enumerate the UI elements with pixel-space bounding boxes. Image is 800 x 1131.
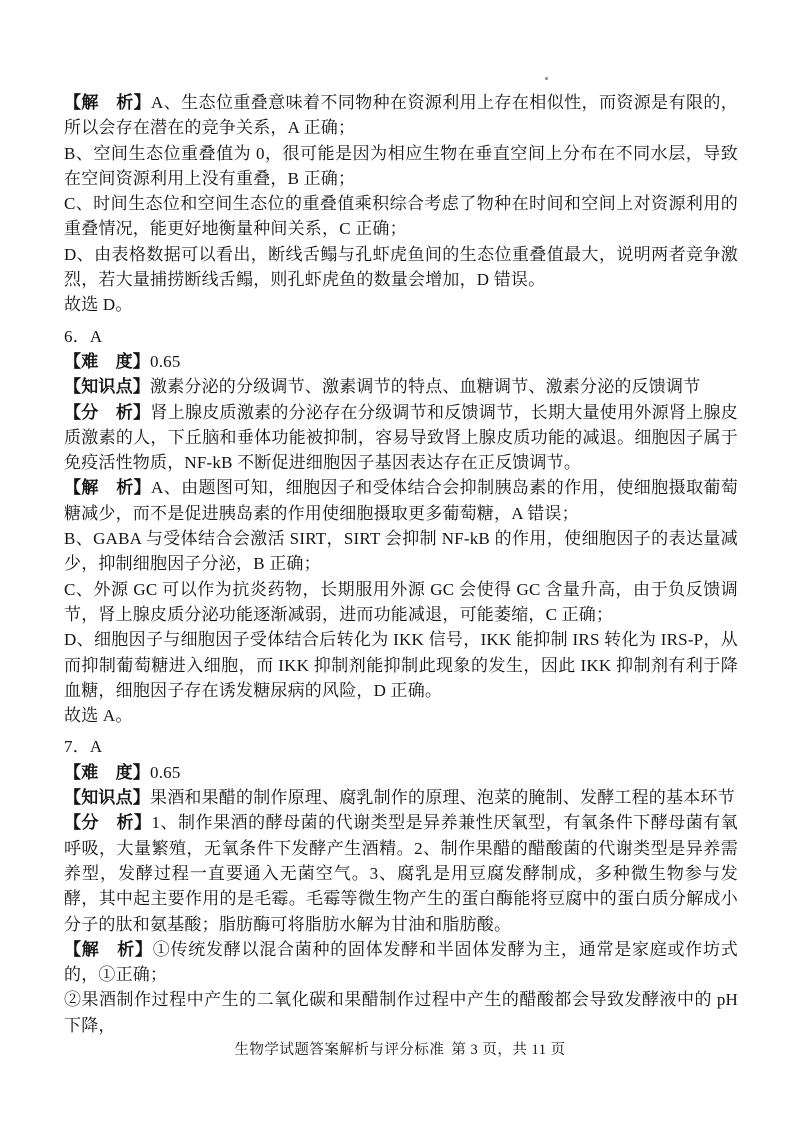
section-label: 【知识点】: [64, 788, 150, 808]
paragraph-text: B、GABA 与受体结合会激活 SIRT，SIRT 会抑制 NF-kB 的作用，使细胞因子的表达量减少，抑制细胞因子分泌，B 正确；: [64, 529, 738, 574]
body-paragraph: [64, 90, 738, 141]
paragraph-text: 激素分泌的分级调节、激素调节的特点、血糖调节、激素分泌的反馈调节: [150, 377, 701, 397]
paragraph-text: A、生态位重叠意味着不同物种在资源利用上存在相似性，而资源是有限的，所以会存在潜在的竞争关系，A 正确；: [64, 93, 739, 138]
body-paragraph: [64, 141, 738, 192]
body-paragraph: [64, 703, 738, 728]
paragraph-text: 果酒和果醋的制作原理、腐乳制作的原理、泡菜的腌制、发酵工程的基本环节: [150, 788, 735, 808]
body-paragraph: [64, 577, 738, 628]
body-paragraph: [64, 785, 738, 810]
section-label: 【解 析】: [64, 93, 152, 112]
body-paragraph: [64, 810, 738, 936]
body-paragraph: [64, 191, 738, 242]
body-paragraph: [64, 400, 738, 476]
question-answer-heading: [64, 324, 738, 349]
body-paragraph: [64, 987, 738, 1038]
body-paragraph: [64, 242, 738, 293]
paragraph-text: C、外源 GC 可以作为抗炎药物，长期服用外源 GC 会使得 GC 含量升高，由于负反馈调节，肾上腺皮质分泌功能逐渐减弱，进而功能减退，可能萎缩，C 正确；: [64, 579, 738, 624]
page-footer: [0, 1040, 800, 1060]
paragraph-text: 6．A: [64, 326, 103, 346]
answer-analysis-body: [64, 90, 738, 1038]
paragraph-text: 肾上腺皮质激素的分泌存在分级调节和反馈调节，长期大量使用外源肾上腺皮质激素的人，下丘脑和垂体功能被抑制，容易导致肾上腺皮质功能的减退。细胞因子属于免疫活性物质，NF-kB 不断促进细胞因子基因表达存在正反馈调节。: [64, 402, 738, 473]
section-label: 【知识点】: [64, 377, 150, 397]
body-paragraph: [64, 760, 738, 785]
body-paragraph: [64, 349, 738, 374]
body-paragraph: [64, 937, 738, 988]
paragraph-text: A、由题图可知，细胞因子和受体结合会抑制胰岛素的作用，使细胞摄取葡萄糖减少，而不是促进胰岛素的作用使细胞摄取更多葡萄糖，A 错误；: [64, 478, 739, 523]
section-label: 【分 析】: [64, 402, 151, 422]
body-paragraph: [64, 475, 738, 526]
paragraph-text: 1、制作果酒的酵母菌的代谢类型是异养兼性厌氧型，有氧条件下酵母菌有氧呼吸，大量繁殖，无氧条件下发酵产生酒精。2、制作果醋的醋酸菌的代谢类型是异养需养型，发酵过程一直要通入无菌空气。3、腐乳是用豆腐发酵制成，多种微生物参与发酵，其中起主要作用的是毛霉。毛霉等微生物产生的蛋白酶能将豆腐中的蛋白质分解成小分子的肽和氨基酸；脂肪酶可将脂肪水解为甘油和脂肪酸。: [64, 813, 738, 934]
paragraph-text: D、由表格数据可以看出，断线舌鳎与孔虾虎鱼间的生态位重叠值最大，说明两者竞争激烈，若大量捕捞断线舌鳎，则孔虾虎鱼的数量会增加，D 错误。: [64, 244, 738, 290]
paragraph-text: 0.65: [150, 351, 181, 371]
body-paragraph: [64, 526, 738, 577]
paragraph-text: ②果酒制作过程中产生的二氧化碳和果醋制作过程中产生的醋酸都会导致发酵液中的 pH 下降，: [64, 990, 738, 1035]
paragraph-text: B、空间生态位重叠值为 0，很可能是因为相应生物在垂直空间上分布在不同水层，导致在空间资源利用上没有重叠，B 正确；: [64, 143, 738, 188]
stray-ink-mark: [545, 77, 548, 80]
section-label: 【解 析】: [64, 939, 153, 959]
paragraph-text: C、时间生态位和空间生态位的重叠值乘积综合考虑了物种在时间和空间上对资源利用的重叠情况，能更好地衡量种间关系，C 正确；: [64, 194, 738, 239]
paragraph-text: 故选 A。: [64, 706, 133, 726]
paragraph-text: ①传统发酵以混合菌种的固体发酵和半固体发酵为主，通常是家庭或作坊式的，①正确；: [64, 939, 738, 985]
footer-document-title: 生物学试题答案解析与评分标准: [234, 1042, 445, 1058]
section-label: 【难 度】: [64, 762, 150, 782]
paragraph-text: D、细胞因子与细胞因子受体结合后转化为 IKK 信号，IKK 能抑制 IRS 转化为 IRS-P，从而抑制葡萄糖进入细胞，而 IKK 抑制剂能抑制此现象的发生，因此 IKK 抑制剂有利于降血糖，细胞因子存在诱发糖尿病的风险，D 正确。: [64, 630, 738, 700]
paragraph-text: 0.65: [150, 762, 181, 782]
footer-page-number: 第 3 页，共 11 页: [451, 1042, 566, 1058]
body-paragraph: [64, 292, 738, 317]
question-answer-heading: [64, 734, 738, 759]
section-label: 【难 度】: [64, 351, 150, 371]
section-label: 【分 析】: [64, 813, 152, 833]
paragraph-text: 7．A: [64, 737, 103, 757]
paragraph-text: 故选 D。: [64, 295, 133, 315]
body-paragraph: [64, 374, 738, 399]
body-paragraph: [64, 627, 738, 703]
section-label: 【解 析】: [64, 478, 152, 498]
